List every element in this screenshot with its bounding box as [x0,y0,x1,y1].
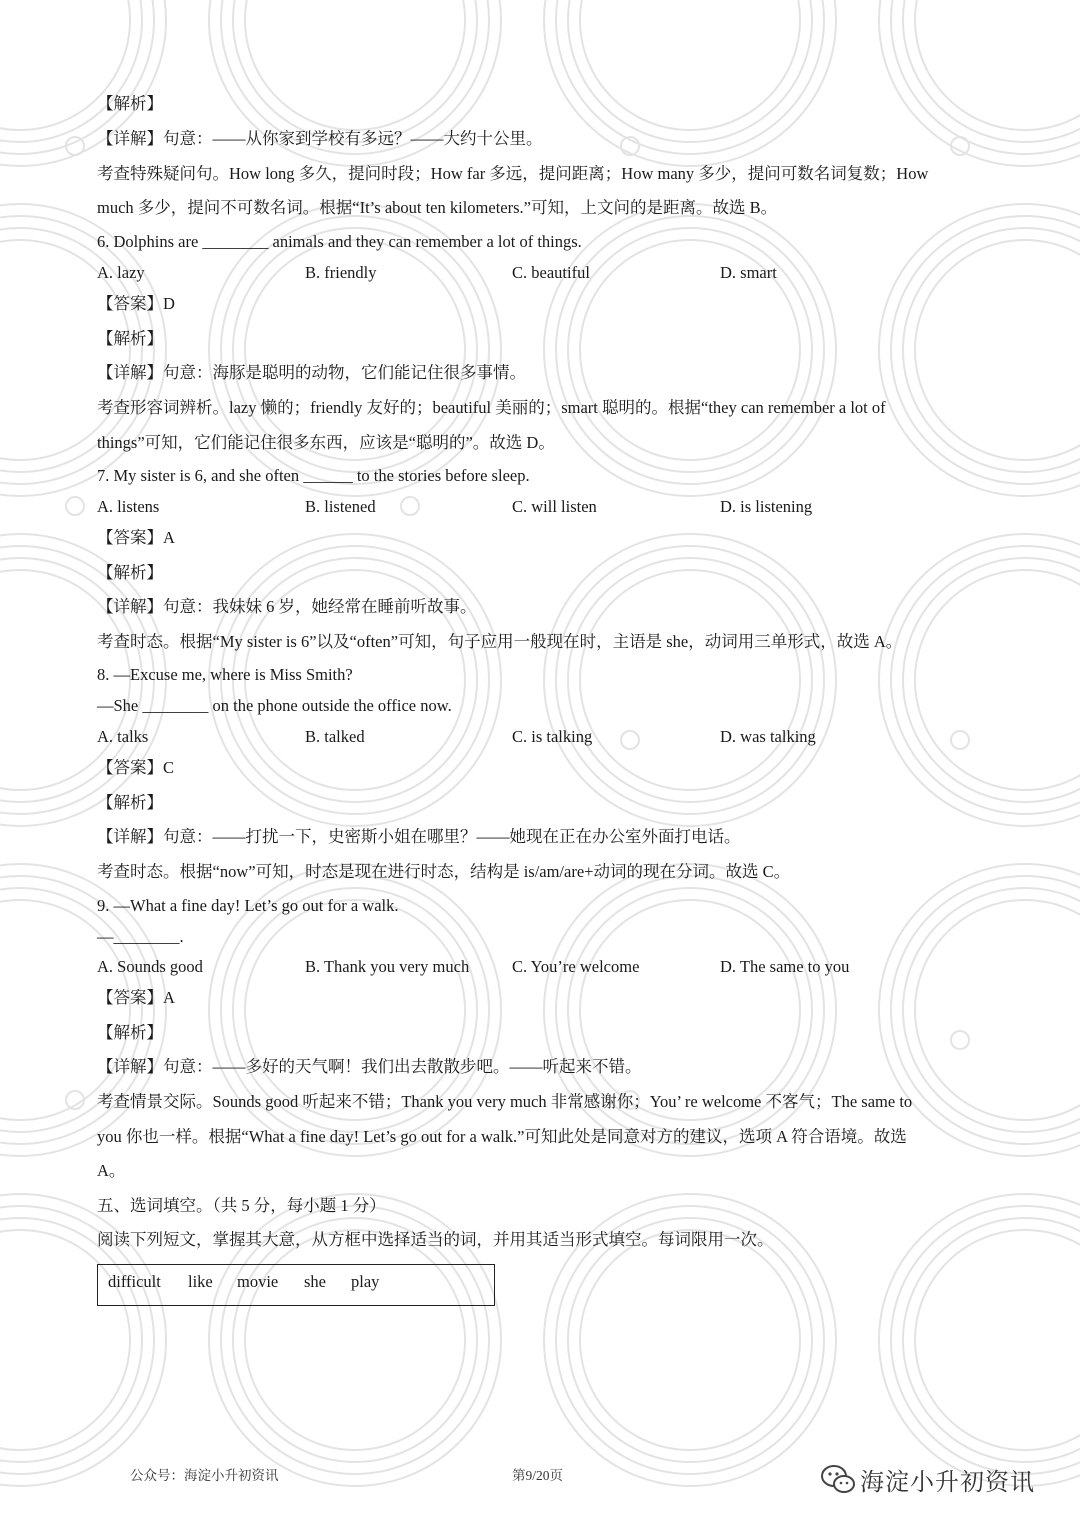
q6-option-d: D. smart [720,263,777,282]
watermark-ring [915,1230,1080,1450]
watermark-ring [580,1230,800,1450]
watermark-ring [245,1230,465,1450]
word-box-item: play [351,1272,380,1291]
q6-option-a: A. lazy [97,263,145,282]
explanation-q9-3: A。 [97,1161,126,1180]
q8-option-b: B. talked [305,727,365,746]
q7-option-a: A. listens [97,497,160,516]
word-box-item: movie [237,1272,279,1291]
detail-q7: 【详解】句意：我妹妹 6 岁，她经常在睡前听故事。 [97,597,477,616]
watermark-ring [233,0,477,142]
watermark-ring [233,1218,477,1462]
word-box-item: she [304,1272,326,1291]
watermark-dot [401,497,419,515]
detail-q8: 【详解】句意：——打扰一下，史密斯小姐在哪里？——她现在正在办公室外面打电话。 [97,827,741,846]
brand-mark [820,1458,1060,1498]
watermark-dot [621,731,639,749]
analysis-label: 【解析】 [97,1023,163,1042]
brand-name: 海淀小升初资讯 [860,1468,1035,1496]
q8-option-d: D. was talking [720,727,816,746]
watermark-ring [568,1218,812,1462]
explanation-q6-2: things”可知，它们能记住很多东西，应该是“聪明的”。故选 D。 [97,433,555,452]
explanation-q5-2: much 多少，提问不可数名词。根据“It’s about ten kilometers.”可知，上文问的是距离。故选 B。 [97,198,778,217]
q9-option-c: C. You’re welcome [512,957,640,976]
word-box-item: like [188,1272,213,1291]
explanation-q6-1: 考查形容词辨析。lazy 懒的；friendly 友好的；beautiful 美丽的；smart 聪明的。根据“they can remember a lot of [97,398,886,417]
watermark-dot [951,731,969,749]
q8-option-a: A. talks [97,727,149,746]
analysis-label: 【解析】 [97,94,163,113]
watermark-dot [66,137,84,155]
watermark-ring [0,0,142,142]
watermark-ring [0,1218,142,1462]
q9-option-b: B. Thank you very much [305,957,470,976]
explanation-q7: 考查时态。根据“My sister is 6”以及“often”可知，句子应用一般现在时，主语是 she，动词用三单形式，故选 A。 [97,632,903,651]
answer-q7: 【答案】A [97,528,175,547]
explanation-q5-1: 考查特殊疑问句。How long 多久，提问时段；How far 多远，提问距离；How many 多少，提问可数名词复数；How [97,164,929,183]
watermark-ring [568,0,812,142]
word-box-item: difficult [108,1272,161,1291]
question-9-line1: 9. —What a fine day! Let’s go out for a walk. [97,896,399,915]
q9-option-a: A. Sounds good [97,957,203,976]
question-8-line1: 8. —Excuse me, where is Miss Smith? [97,665,353,684]
detail-q9: 【详解】句意：——多好的天气啊！我们出去散散步吧。——听起来不错。 [97,1057,642,1076]
footer-account: 公众号：海淀小升初资讯 [130,1468,279,1484]
analysis-label: 【解析】 [97,329,163,348]
watermark-ring [0,1230,130,1450]
watermark-dot [66,497,84,515]
analysis-label: 【解析】 [97,793,163,812]
watermark-ring [903,1218,1080,1462]
explanation-q9-1: 考查情景交际。Sounds good 听起来不错；Thank you very much 非常感谢你；You’ re welcome 不客气；The same to [97,1092,913,1111]
section-five-heading: 五、选词填空。（共 5 分，每小题 1 分） [97,1196,386,1215]
answer-q8: 【答案】C [97,758,175,777]
footer-page-number: 第9/20页 [512,1468,564,1483]
q7-option-c: C. will listen [512,497,597,516]
answer-q9: 【答案】A [97,988,175,1007]
detail-q5: 【详解】句意：——从你家到学校有多远？——大约十公里。 [97,129,543,148]
question-7: 7. My sister is 6, and she often ______ to the stories before sleep. [97,466,530,485]
watermark-ring [915,240,1080,460]
question-9-line2: —________. [97,927,184,946]
section-five-instructions: 阅读下列短文，掌握其大意，从方框中选择适当的词，并用其适当形式填空。每词限用一次。 [97,1230,774,1249]
q7-option-b: B. listened [305,497,376,516]
watermark-ring [903,0,1080,142]
q6-option-c: C. beautiful [512,263,590,282]
q6-option-b: B. friendly [305,263,377,282]
q7-option-d: D. is listening [720,497,813,516]
explanation-q9-2: you 你也一样。根据“What a fine day! Let’s go out for a walk.”可知此处是同意对方的建议，选项 A 符合语境。故选 [97,1127,907,1146]
q9-option-d: D. The same to you [720,957,850,976]
question-8-line2: —She ________ on the phone outside the office now. [97,696,452,715]
answer-q6: 【答案】D [97,294,175,313]
analysis-label: 【解析】 [97,563,163,582]
detail-q6: 【详解】句意：海豚是聪明的动物，它们能记住很多事情。 [97,363,526,382]
watermark-dot [66,1091,84,1109]
word-box [97,1264,495,1306]
q8-option-c: C. is talking [512,727,593,746]
wechat-icon [820,1464,856,1496]
explanation-q8: 考查时态。根据“now”可知，时态是现在进行时态，结构是 is/am/are+动词的现在分词。故选 C。 [97,862,791,881]
question-6: 6. Dolphins are ________ animals and they can remember a lot of things. [97,232,582,251]
